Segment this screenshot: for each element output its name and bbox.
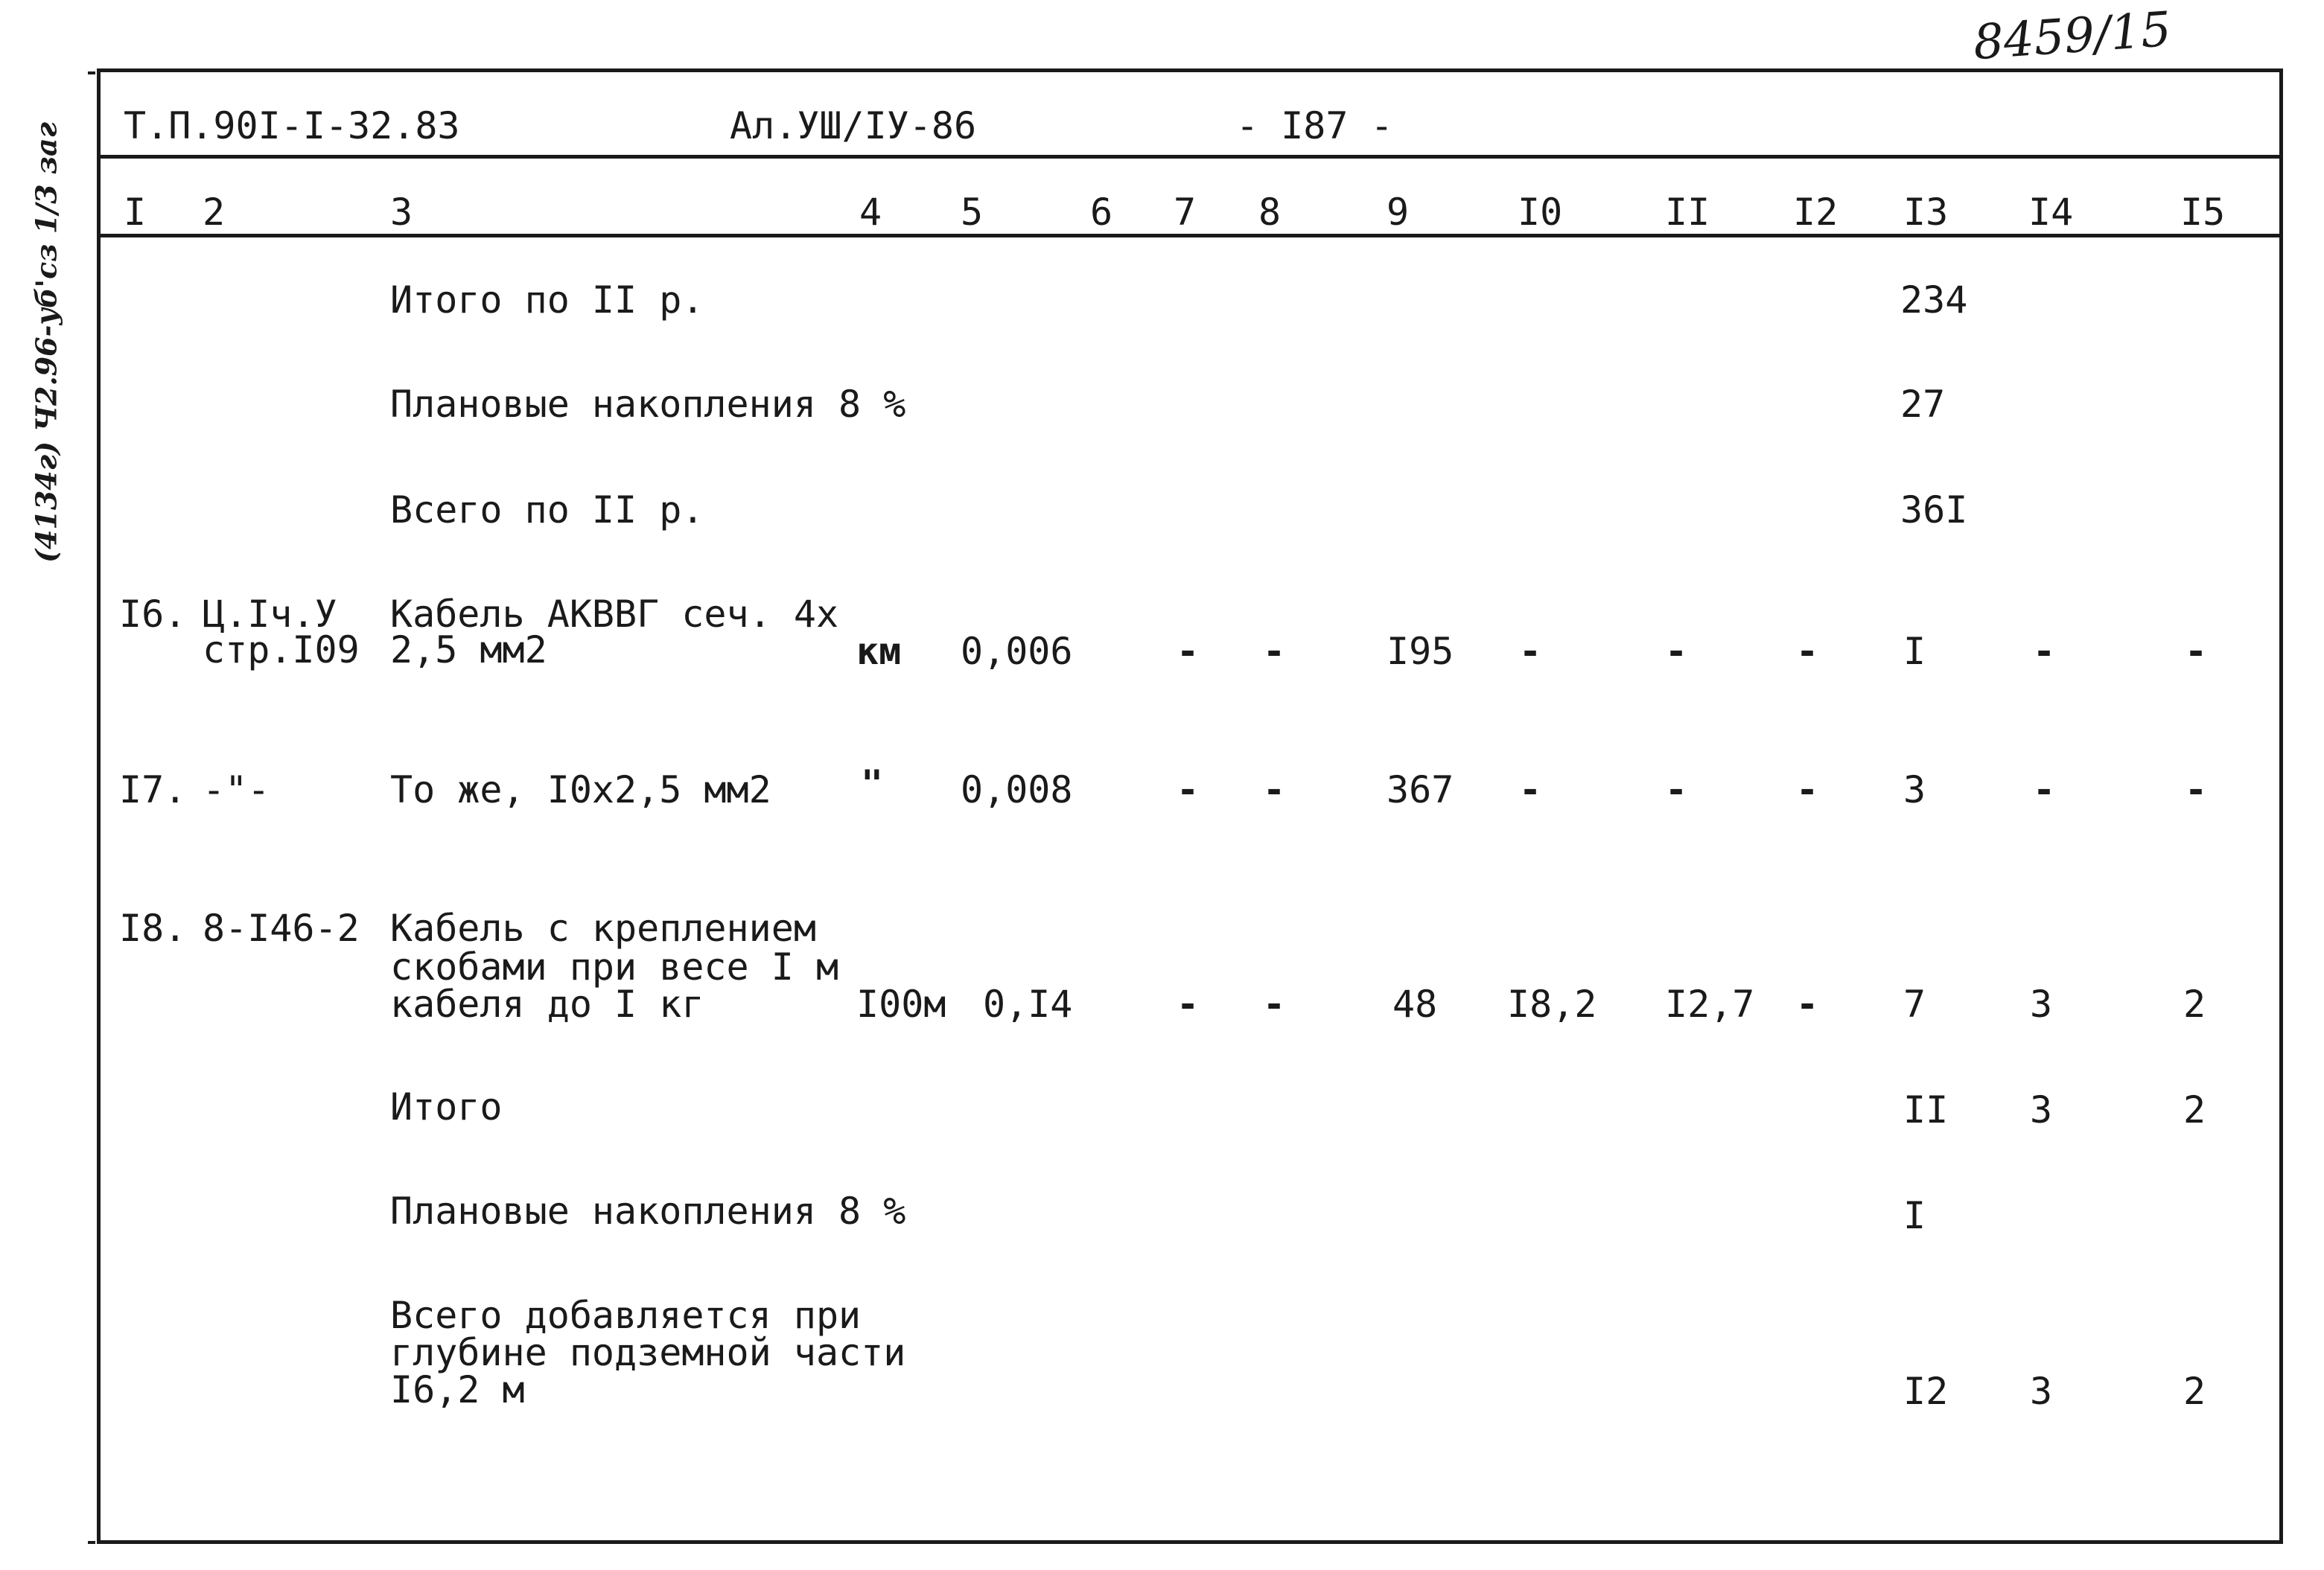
column-number-12: I2 <box>1793 191 1838 234</box>
column-number-1: I <box>124 191 147 234</box>
item-description-line: Кабель с креплением <box>390 907 816 950</box>
column-number-2: 2 <box>203 191 226 234</box>
column-number-9: 9 <box>1387 191 1410 234</box>
total-value: 36I <box>1900 488 1968 532</box>
item-description-line: кабеля до I кг <box>390 983 704 1026</box>
grand-total-col13: I2 <box>1903 1370 1949 1413</box>
subtotal-value: 234 <box>1900 278 1968 322</box>
grand-total-label-line: глубине подземной части <box>390 1331 906 1374</box>
sum-col14: 3 <box>2030 1088 2053 1132</box>
item-col12: - <box>1796 630 1819 673</box>
item-code: -"- <box>203 768 270 811</box>
total-label: Всего по II р. <box>390 488 704 532</box>
item-col7: - <box>1177 630 1200 673</box>
item-description-line: скобами при весе I м <box>390 945 839 989</box>
item-col11: I2,7 <box>1665 983 1755 1026</box>
item-col8: - <box>1263 630 1286 673</box>
item-col15: 2 <box>2183 983 2206 1026</box>
item-col10: I8,2 <box>1507 983 1597 1026</box>
planned-savings-label: Плановые накопления 8 % <box>390 383 906 426</box>
item-unit: " <box>861 762 884 805</box>
item-col12: - <box>1796 768 1819 811</box>
item-col13: 7 <box>1903 983 1926 1026</box>
item-col15: - <box>2185 768 2208 811</box>
item-quantity: 0,006 <box>961 630 1073 673</box>
column-number-13: I3 <box>1903 191 1949 234</box>
item-number: I8. <box>119 907 187 950</box>
item-code: 8-I46-2 <box>203 907 360 950</box>
sum-col15: 2 <box>2183 1088 2206 1132</box>
item-unit: I00м <box>856 983 946 1026</box>
planned-savings-label: Плановые накопления 8 % <box>390 1190 906 1233</box>
sum-label: Итого <box>390 1085 503 1129</box>
item-description-line: 2,5 мм2 <box>390 628 547 671</box>
document-code: Т.П.90I-I-32.83 <box>124 104 460 147</box>
item-col9: 367 <box>1387 768 1454 811</box>
album-reference: Ал.УШ/IУ-86 <box>730 104 977 147</box>
grand-total-label-line: Всего добавляется при <box>390 1294 862 1337</box>
item-col8: - <box>1263 768 1286 811</box>
margin-tick <box>88 1541 95 1544</box>
item-col7: - <box>1177 768 1200 811</box>
column-number-6: 6 <box>1090 191 1113 234</box>
item-col13: I <box>1903 630 1926 673</box>
item-number: I7. <box>119 768 187 811</box>
sum-col13: II <box>1903 1088 1949 1132</box>
margin-tick <box>88 71 95 74</box>
item-quantity: 0,008 <box>961 768 1073 811</box>
grand-total-col15: 2 <box>2183 1370 2206 1413</box>
subtotal-label: Итого по II р. <box>390 278 704 322</box>
planned-savings-value: 27 <box>1900 383 1946 426</box>
column-number-10: I0 <box>1518 191 1563 234</box>
column-number-7: 7 <box>1174 191 1197 234</box>
column-number-3: 3 <box>390 191 413 234</box>
item-code-line: стр.I09 <box>203 628 360 671</box>
item-number: I6. <box>119 593 187 636</box>
planned-savings-value: I <box>1903 1194 1926 1237</box>
item-col14: - <box>2033 630 2056 673</box>
item-col9: I95 <box>1387 630 1454 673</box>
item-col8: - <box>1263 983 1286 1026</box>
item-description: То же, I0х2,5 мм2 <box>390 768 771 811</box>
side-annotation: (4134г) Ч2.96-уб'сз 1/3 заг <box>29 121 63 564</box>
item-code-line: Ц.Iч.У <box>203 593 337 636</box>
column-number-15: I5 <box>2180 191 2226 234</box>
grand-total-col14: 3 <box>2030 1370 2053 1413</box>
column-number-8: 8 <box>1258 191 1282 234</box>
page-number: - I87 - <box>1236 104 1393 147</box>
item-col9: 48 <box>1392 983 1438 1026</box>
handwritten-archive-number: 8459/15 <box>1971 1 2174 71</box>
item-unit: км <box>856 630 902 673</box>
item-description-line: Кабель АКВВГ сеч. 4х <box>390 593 839 636</box>
item-col14: - <box>2033 768 2056 811</box>
column-number-4: 4 <box>859 191 882 234</box>
item-quantity: 0,I4 <box>983 983 1073 1026</box>
item-col12: - <box>1796 983 1819 1026</box>
item-col14: 3 <box>2030 983 2053 1026</box>
item-col15: - <box>2185 630 2208 673</box>
column-number-5: 5 <box>961 191 984 234</box>
column-number-11: II <box>1665 191 1710 234</box>
item-col13: 3 <box>1903 768 1926 811</box>
item-col7: - <box>1177 983 1200 1026</box>
item-col10: - <box>1519 630 1542 673</box>
item-col10: - <box>1519 768 1542 811</box>
column-numbers-divider <box>97 234 2283 237</box>
header-divider <box>97 155 2283 159</box>
item-col11: - <box>1665 768 1688 811</box>
grand-total-label-line: I6,2 м <box>390 1368 525 1411</box>
item-col11: - <box>1665 630 1688 673</box>
column-number-14: I4 <box>2028 191 2074 234</box>
